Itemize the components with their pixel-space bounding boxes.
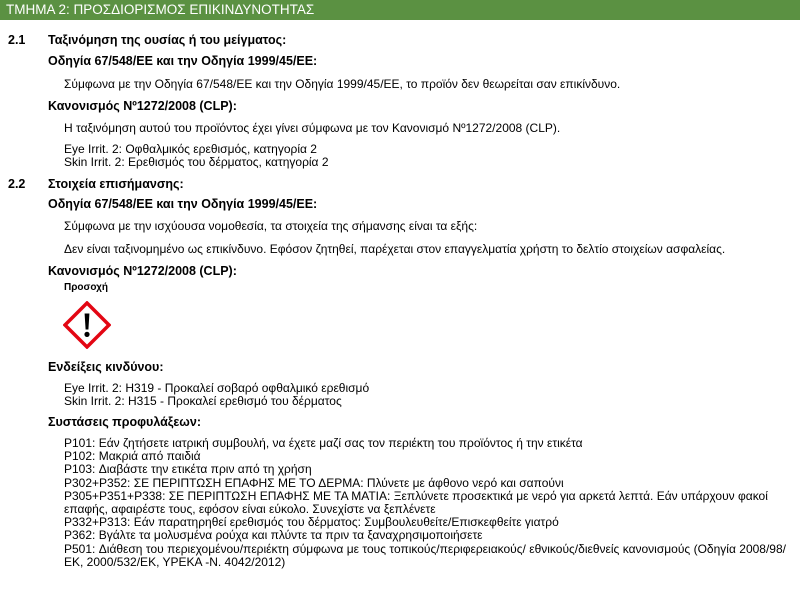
precaution-item: P102: Μακριά από παιδιά xyxy=(64,449,201,464)
hazard-heading: Ενδείξεις κινδύνου: xyxy=(48,360,164,374)
clp-text-2-1: Η ταξινόμηση αυτού του προϊόντος έχει γίνει σύμφωνα με τον Κανονισμό Nº1272/2008 (CLP). xyxy=(64,121,561,135)
classification-item: Eye Irrit. 2: Οφθαλμικός ερεθισμός, κατηγορία 2 xyxy=(64,142,317,156)
hazard-item: Skin Irrit. 2: H315 - Προκαλεί ερεθισμό του δέρματος xyxy=(64,394,342,408)
section-number-2-2: 2.2 xyxy=(8,177,26,191)
clp-heading-2-1: Κανονισμός Nº1272/2008 (CLP): xyxy=(48,99,237,113)
precaution-item: P101: Εάν ζητήσετε ιατρική συμβουλή, να έχετε μαζί σας τον περιέκτη του προϊόντος ή την ετικέτα xyxy=(64,436,583,450)
section-banner: ΤΜΗΜΑ 2: ΠΡΟΣΔΙΟΡΙΣΜΟΣ ΕΠΙΚΙΝΔΥΝΟΤΗΤΑΣ xyxy=(0,0,800,20)
hazard-list xyxy=(64,382,369,408)
signal-word: Προσοχή xyxy=(64,282,108,293)
precaution-item: P305+P351+P338: ΣΕ ΠΕΡΙΠΤΩΣΗ ΕΠΑΦΗΣ ΜΕ ΤΑ ΜΑΤΙΑ: Ξεπλύνετε προσεκτικά με νερό για αρκετά λεπτά. Εάν υπάρχουν φακοί επαφής, αφαιρέστε τους, εφόσον είναι εύκολο. Συνεχίστε να ξεπλένετε xyxy=(64,488,768,517)
classification-list xyxy=(64,143,329,169)
directive-heading-2-1: Οδηγία 67/548/ΕΕ και την Οδηγία 1999/45/ΕΕ: xyxy=(48,54,318,68)
precaution-item: P362: Βγάλτε τα μολυσμένα ρούχα και πλύντε τα πριν τα ξαναχρησιμοποιήσετε xyxy=(64,528,483,543)
section-number-2-1: 2.1 xyxy=(8,33,26,47)
classification-item: Skin Irrit. 2: Ερεθισμός του δέρματος, κατηγορία 2 xyxy=(64,155,329,169)
directive-text-2-2-b: Δεν είναι ταξινομημένο ως επικίνδυνο. Εφόσον ζητηθεί, παρέχεται στον επαγγελματία χρήστη το δελτίο στοιχείων ασφαλείας. xyxy=(64,242,726,256)
precaution-item: P501: Διάθεση του περιεχομένου/περιέκτη σύμφωνα με τους τοπικούς/περιφερειακούς/ εθνικούς/διεθνείς κανονισμούς (Οδηγία 2008/98/ΕΚ, 2000/532/ΕΚ, ΥΡΕΚΑ -Ν. 4042/2012) xyxy=(64,541,786,569)
precaution-list xyxy=(64,437,786,569)
directive-heading-2-2: Οδηγία 67/548/ΕΕ και την Οδηγία 1999/45/ΕΕ: xyxy=(48,197,318,211)
ghs-exclamation-icon xyxy=(63,301,111,349)
clp-heading-2-2: Κανονισμός Nº1272/2008 (CLP): xyxy=(48,264,237,278)
section-title-2-1: Ταξινόμηση της ουσίας ή του μείγματος: xyxy=(48,33,287,47)
precaution-item: P302+P352: ΣΕ ΠΕΡΙΠΤΩΣΗ ΕΠΑΦΗΣ ΜΕ ΤΟ ΔΕΡΜΑ: Πλύνετε με άφθονο νερό και σαπούνι xyxy=(64,475,564,490)
precaution-heading: Συστάσεις προφυλάξεων: xyxy=(48,415,201,429)
precaution-item: P103: Διαβάστε την ετικέτα πριν από τη χρήση xyxy=(64,462,312,477)
directive-text-2-1: Σύμφωνα με την Οδηγία 67/548/ΕΕ και την Οδηγία 1999/45/ΕΕ, το προϊόν δεν θεωρείται σαν επικίνδυνο. xyxy=(64,77,621,91)
directive-text-2-2-a: Σύμφωνα με την ισχύουσα νομοθεσία, τα στοιχεία της σήμανσης είναι τα εξής: xyxy=(64,219,478,233)
hazard-item: Eye Irrit. 2: H319 - Προκαλεί σοβαρό οφθαλμικό ερεθισμό xyxy=(64,381,370,395)
section-title-2-2: Στοιχεία επισήμανσης: xyxy=(48,177,184,191)
precaution-item: P332+P313: Εάν παρατηρηθεί ερεθισμός του δέρματος: Συμβουλευθείτε/Επισκεφθείτε γιατρό xyxy=(64,515,559,530)
